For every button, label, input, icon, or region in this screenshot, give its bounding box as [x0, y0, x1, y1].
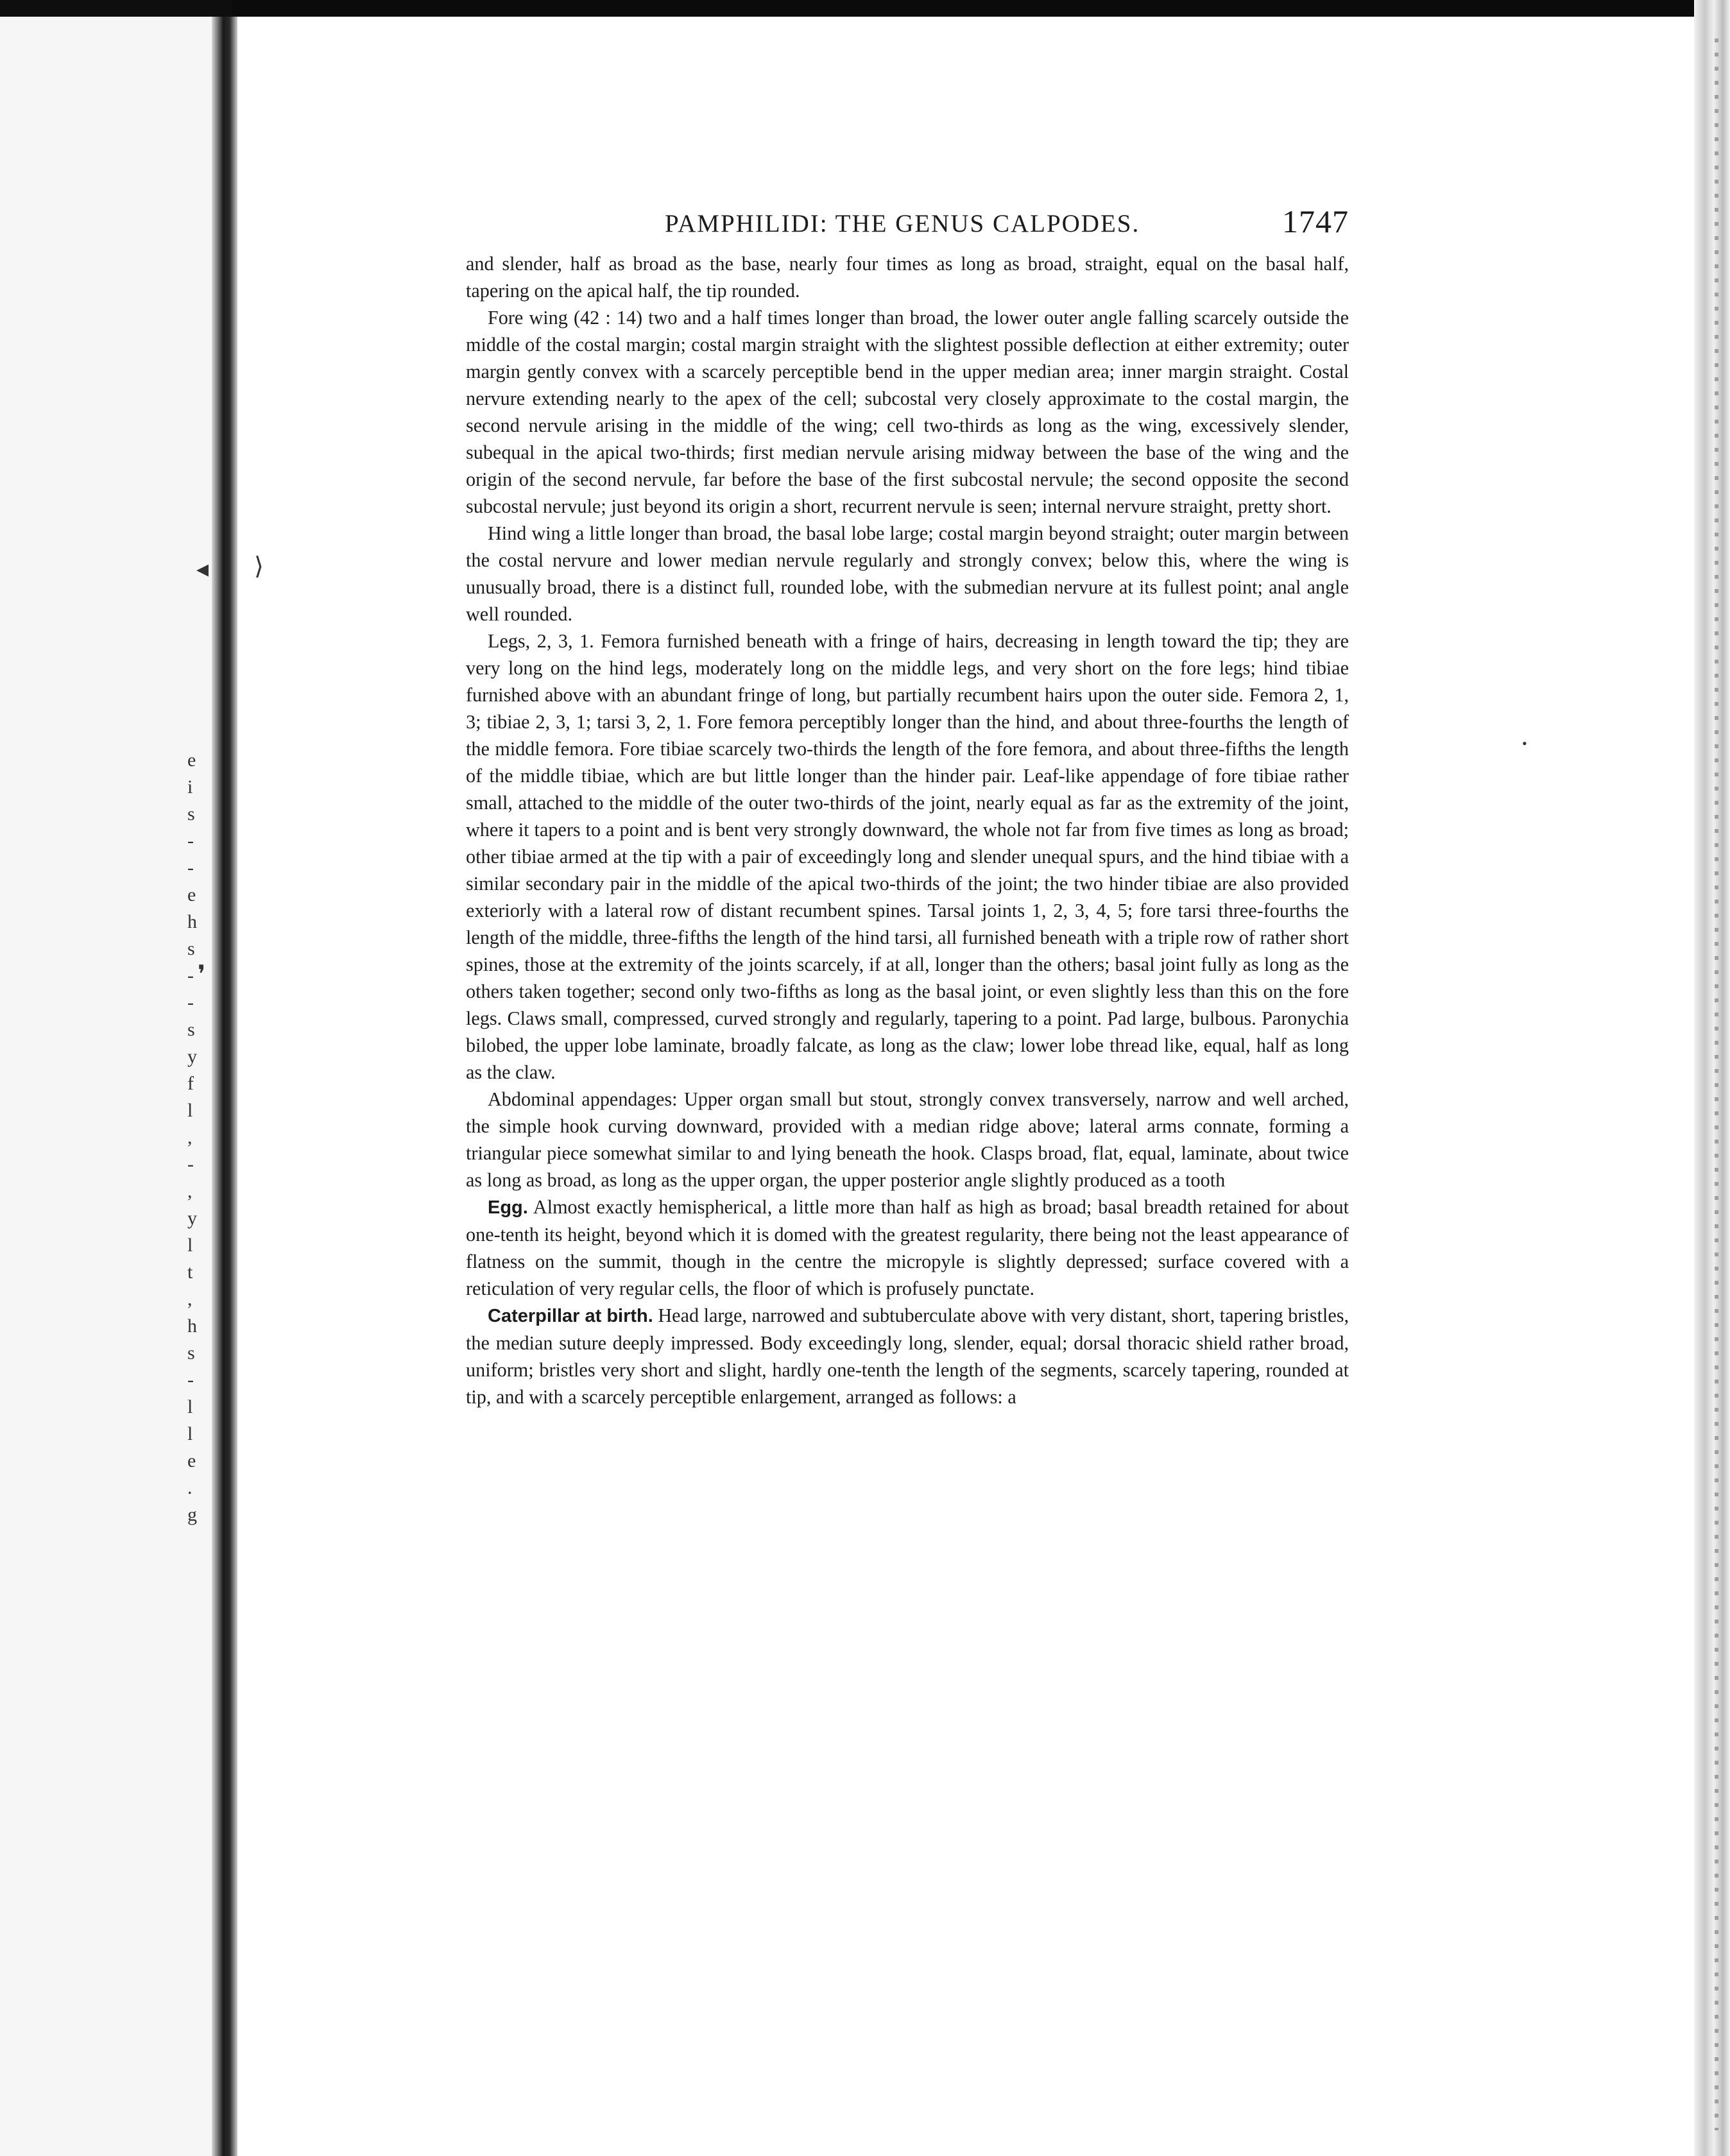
- stray-mark: ⟩: [254, 553, 264, 580]
- margin-fragment: e: [187, 884, 196, 905]
- margin-fragment: s: [187, 803, 195, 825]
- scan-top-border: [0, 0, 1730, 17]
- margin-fragment: -: [187, 857, 194, 878]
- margin-fragment: s: [187, 1019, 195, 1040]
- paragraph-lead: Caterpillar at birth.: [488, 1306, 653, 1326]
- margin-fragment: l: [187, 1396, 193, 1417]
- paragraph: [466, 520, 1349, 628]
- margin-fragment: ,: [187, 1181, 193, 1202]
- stray-mark: ◂: [196, 556, 209, 583]
- book-gutter: [212, 17, 237, 2156]
- margin-fragment: y: [187, 1046, 197, 1067]
- margin-fragment: ,: [187, 1127, 193, 1148]
- margin-fragment: g: [187, 1504, 197, 1525]
- margin-fragment: h: [187, 911, 197, 932]
- margin-fragment: -: [187, 830, 194, 851]
- page-number: 1747: [1282, 203, 1349, 239]
- paragraph-text: Legs, 2, 3, 1. Femora furnished beneath with a fringe of hairs, decreasing in length toward the tip; they are very long on the hind legs, moderately long on the middle legs, and very short on the fore legs; hind tibiae furnished above with an abundant fringe of long, but partially recumbent hairs upon the outer side. Femora 2, 1, 3; tibiae 2, 3, 1; tarsi 3, 2, 1. Fore femora perceptibly longer than the hind, and about three-fourths the length of the middle femora. Fore tibiae scarcely two-thirds the length of the fore femora, and about three-fifths the length of the middle tibiae, which are but little longer than the hinder pair. Leaf-like appendage of fore tibiae rather small, attached to the middle of the outer two-thirds of the joint, nearly equal as far as the extremity of the joint, where it tapers to a point and is bent very strongly downward, the whole not far from five times as long as broad; other tibiae armed at the tip with a pair of exceedingly long and slender unequal spurs, and the hind tibiae with a similar secondary pair in the middle of the apical two-thirds of the joint; the two hinder tibiae are also provided exteriorly with a lateral row of distant recumbent spines. Tarsal joints 1, 2, 3, 4, 5; fore tarsi three-fourths the length of the middle, three-fifths the length of the hind tarsi, all furnished beneath with a triple row of rather short spines, those at the extremity of the joints scarcely, if at all, longer than the others; basal joint fully as long as the others taken together; second only two-fifths as long as the basal joint, or even slightly less than this on the fore legs. Claws small, compressed, curved strongly and regularly, tapering to a point. Pad large, bulbous. Paronychia bilobed, the upper lobe laminate, broadly falcate, as long as the claw; lower lobe thread like, equal, half as long as the claw.: [466, 630, 1349, 1083]
- margin-fragment: h: [187, 1315, 197, 1337]
- paragraph-text: Head large, narrowed and subtuberculate above with very distant, short, tapering bristles, the median suture deeply impressed. Body exceedingly long, slender, equal; dorsal thoracic shield rather broad, uniform; bristles very short and slight, hardly one-tenth the length of the segments, scarcely tapering, rounded at tip, and with a scarcely perceptible enlargement, arranged as follows: a: [466, 1305, 1349, 1408]
- paragraph: [466, 250, 1349, 304]
- facing-page: [0, 17, 219, 2156]
- paragraph-text: Abdominal appendages: Upper organ small but stout, strongly convex transversely, narrow and well arched, the simple hook curving downward, provided with a median ridge above; lateral arms connate, forming a triangular piece somewhat similar to and lying beneath the hook. Clasps broad, flat, equal, laminate, about twice as long as broad, as long as the upper organ, the upper posterior angle slightly produced as a tooth: [466, 1088, 1349, 1191]
- paragraph-text: Fore wing (42 : 14) two and a half times longer than broad, the lower outer angle falling scarcely outside the middle of the costal margin; costal margin straight with the slightest possible deflection at either extremity; outer margin gently convex with a scarcely perceptible bend in the upper median area; inner margin straight. Costal nervure extending nearly to the apex of the cell; subcostal very closely approximate to the costal margin, the second nervule arising in the middle of the wing; cell two-thirds as long as the wing, excessively slender, subequal in the apical two-thirds; first median nervule arising midway between the base of the wing and the origin of the second nervule, far before the base of the first subcostal nervule; the second opposite the second subcostal nervule; just beyond its origin a short, recurrent nervule is seen; internal nervure straight, pretty short.: [466, 307, 1349, 517]
- stray-mark: ❜: [198, 961, 206, 988]
- margin-fragment: l: [187, 1100, 193, 1121]
- margin-fragment: e: [187, 749, 196, 771]
- margin-fragment: y: [187, 1208, 197, 1229]
- paragraph: [466, 304, 1349, 520]
- margin-fragment: ,: [187, 1288, 193, 1310]
- paragraph-text: Almost exactly hemispherical, a little more than half as high as broad; basal breadth retained for about one-tenth its height, beyond which it is domed with the greatest regularity, there being not the least appearance of flatness on the summit, though in the centre the micropyle is slightly depressed; surface covered with a reticulation of very regular cells, the floor of which is profusely punctate.: [466, 1196, 1349, 1299]
- margin-fragment: -: [187, 1154, 194, 1175]
- margin-fragment: -: [187, 992, 194, 1013]
- paragraph: [466, 1194, 1349, 1302]
- running-head: PAMPHILIDI: THE GENUS CALPODES.: [665, 210, 1140, 237]
- margin-fragment: t: [187, 1262, 193, 1283]
- paragraph: [466, 1086, 1349, 1194]
- margin-fragment: l: [187, 1423, 193, 1444]
- margin-fragment: s: [187, 938, 195, 959]
- margin-fragment: l: [187, 1235, 193, 1256]
- margin-fragment: f: [187, 1073, 194, 1094]
- margin-fragment: i: [187, 776, 193, 798]
- paragraph-text: Hind wing a little longer than broad, the basal lobe large; costal margin beyond straight; outer margin between the costal nervure and lower median nervule regularly and strongly convex; below this, where the wing is unusually broad, there is a distinct full, rounded lobe, with the submedian nervure at its fullest point; anal angle well rounded.: [466, 522, 1349, 625]
- page-edge: [1694, 0, 1730, 2156]
- paragraph-text: and slender, half as broad as the base, nearly four times as long as broad, straight, equal on the basal half, tapering on the apical half, the tip rounded.: [466, 253, 1349, 302]
- paragraph: [466, 628, 1349, 1086]
- paragraph: [466, 1302, 1349, 1410]
- margin-fragment: s: [187, 1342, 195, 1364]
- text-block: [466, 193, 1349, 1410]
- margin-fragment: -: [187, 1369, 194, 1390]
- page-header: [466, 193, 1349, 250]
- margin-fragment: e: [187, 1450, 196, 1471]
- stray-dot: •: [1522, 735, 1527, 751]
- margin-fragment: .: [187, 1477, 193, 1498]
- margin-fragment: -: [187, 965, 194, 986]
- paragraph-lead: Egg.: [488, 1197, 528, 1218]
